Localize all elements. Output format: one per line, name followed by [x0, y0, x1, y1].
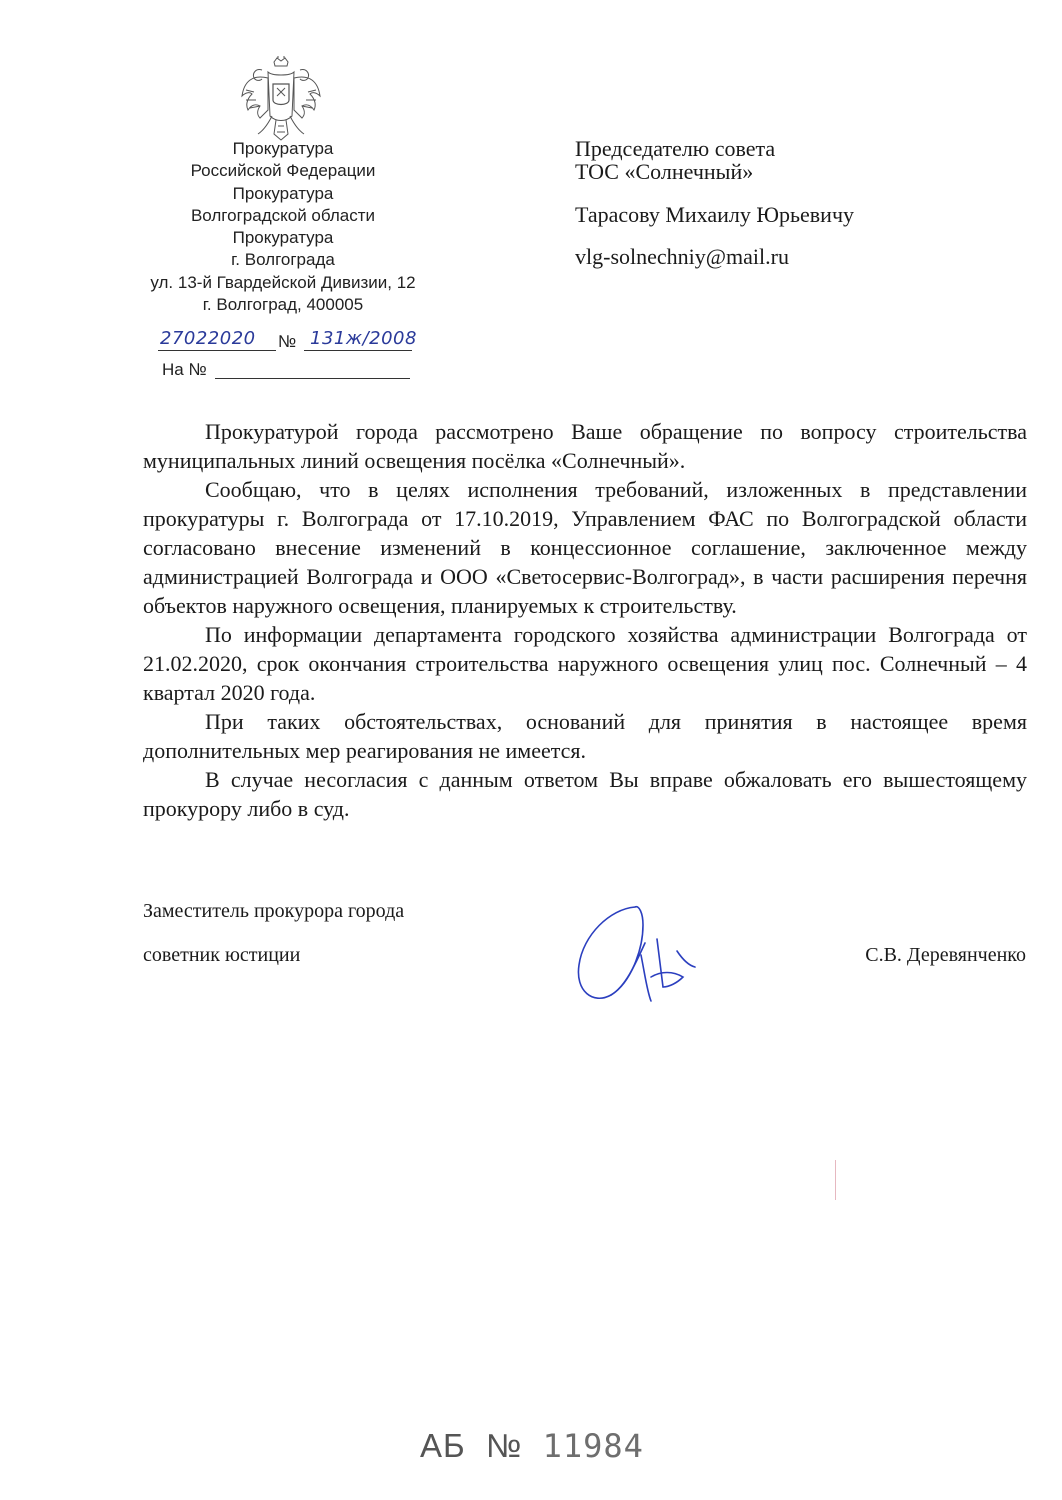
registration-date: 27022020 — [160, 328, 256, 349]
reference-underline — [215, 378, 410, 379]
letter-body — [143, 417, 1027, 823]
signatory-name: С.В. Деревянченко — [865, 944, 1026, 966]
body-paragraph: Прокуратурой города рассмотрено Ваше обращение по вопросу строительства муниципальных линий освещения посёлка «Солнечный». — [143, 419, 1027, 473]
reference-label: На № — [162, 360, 207, 379]
body-paragraph: По информации департамента городского хозяйства администрации Волгограда от 21.02.2020, срок окончания строительства наружного освещения улиц пос. Солнечный – 4 квартал 2020 года. — [143, 622, 1027, 705]
body-paragraph: Сообщаю, что в целях исполнения требований, изложенных в представлении прокуратуры г. Волгограда от 17.10.2019, Управлением ФАС по Волгоградской области согласовано внесение изменений в концессионное соглашение, заключенное между администрацией Волгограда и ООО «Светосервис-Волгоград», в части расширения перечня объектов наружного освещения, планируемых к строительству. — [143, 477, 1027, 618]
scan-mark — [835, 1160, 836, 1200]
addressee-organization: ТОС «Солнечный» — [575, 159, 754, 184]
sender-block — [120, 138, 446, 316]
signatory-rank: советник юстиции — [143, 944, 301, 966]
number-underline — [304, 350, 412, 351]
form-serial — [420, 1427, 644, 1465]
coat-of-arms-emblem-icon — [238, 56, 324, 142]
signatory-position: Заместитель прокурора города — [143, 900, 405, 922]
serial-series: АБ — [420, 1427, 466, 1464]
date-underline — [158, 350, 276, 351]
number-sign: № — [278, 332, 297, 351]
sender-line: Прокуратура — [232, 228, 334, 248]
addressee-title: Председателю совета — [575, 136, 776, 161]
body-paragraph: При таких обстоятельствах, оснований для принятия в настоящее время дополнительных мер реагирования не имеется. — [143, 709, 1027, 763]
addressee-email: vlg-solnechniy@mail.ru — [575, 244, 789, 269]
serial-number-sign: № — [485, 1427, 523, 1464]
sender-line: г. Волгограда — [231, 250, 335, 270]
sender-line: Прокуратура — [232, 183, 334, 203]
serial-number: 11984 — [542, 1427, 644, 1465]
handwritten-signature-icon — [565, 895, 705, 1015]
sender-address-line: г. Волгоград, 400005 — [202, 295, 364, 315]
sender-line: Прокуратура — [232, 139, 334, 158]
sender-line: Российской Федерации — [190, 161, 376, 181]
sender-line: Волгоградской области — [190, 205, 376, 225]
addressee-name: Тарасову Михаилу Юрьевичу — [575, 202, 855, 227]
registration-number: 131ж/2008 — [310, 328, 417, 349]
body-paragraph: В случае несогласия с данным ответом Вы вправе обжаловать его вышестоящему прокурору либо в суд. — [143, 767, 1027, 821]
sender-address-line: ул. 13-й Гвардейской Дивизии, 12 — [150, 272, 416, 292]
